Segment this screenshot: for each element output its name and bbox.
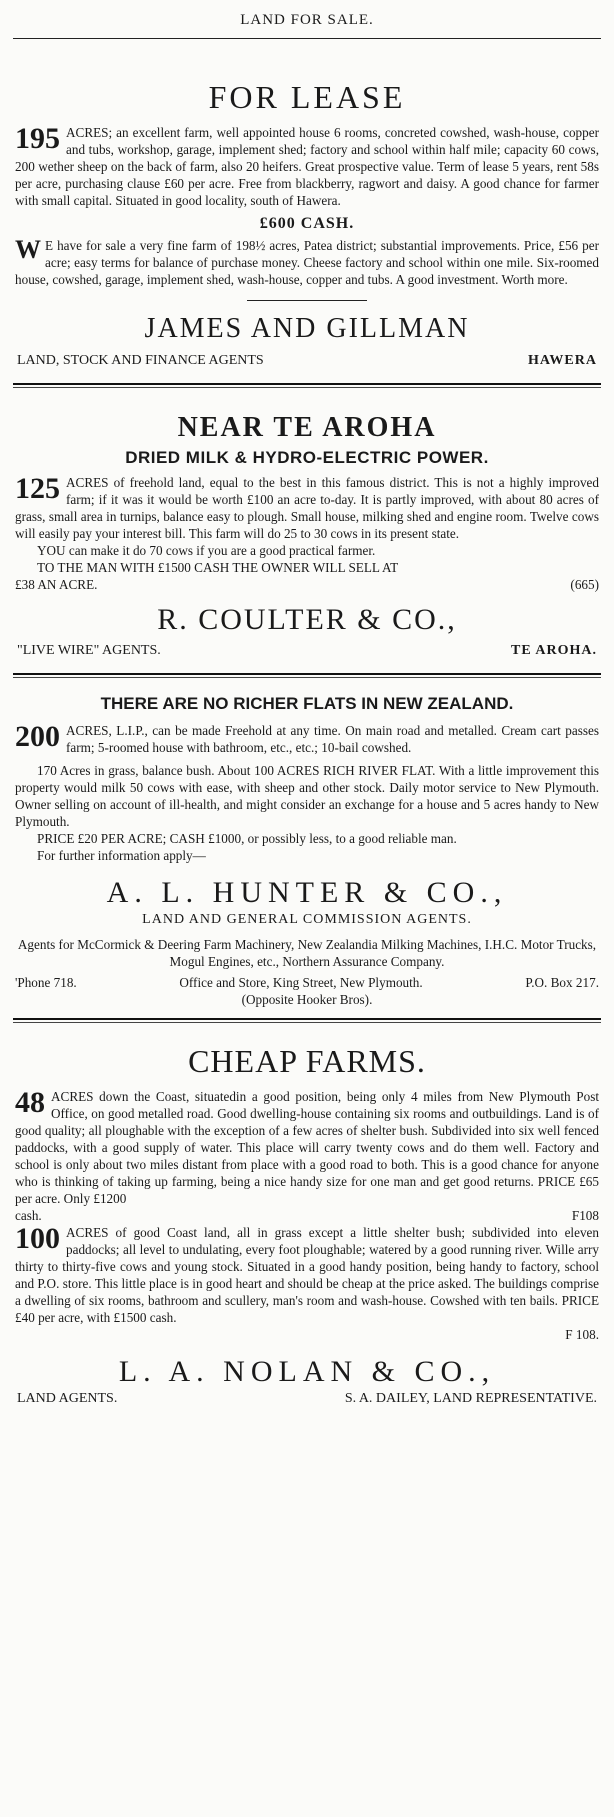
agent-coulter: R. COULTER & CO.,: [157, 603, 457, 636]
lease-ad1: [15, 124, 599, 209]
cheap-text1-block: [15, 1088, 599, 1207]
flats-text-block: [15, 722, 599, 756]
section-rule-3: [13, 1018, 601, 1023]
lease-ad1-number: 195: [15, 122, 60, 155]
lease-ad2-text: E have for sale a very fine farm of 198½ acres, Patea district; substantial improvements. Price, £56 per acre; easy terms for balance of purchase money. Cheese factory and school within one mile. Six-roomed house, cowshed, garage, implement shed, wash-house, copper and tubs. A good investment. Worth more.: [15, 238, 599, 287]
cheap-ref1-row: [15, 1207, 599, 1224]
aroha-price-row: [15, 576, 599, 593]
opposite: (Opposite Hooker Bros).: [241, 992, 373, 1007]
cheap-cash: cash.: [15, 1208, 42, 1223]
lease-ad2-dropcap: W: [15, 235, 41, 264]
agent-line-1: [17, 353, 597, 369]
aroha-price: £38 AN ACRE.: [15, 577, 98, 592]
aroha-text: ACRES of freehold land, equal to the best in this famous district. This is not a highly improved farm; if it was it would be worth £100 an acre to-day. It is partly improved, with about 80 acres of grass, small area in turnips, balance easy to plough. Small house, milking shed and engine room. Twelve cows will easily pay your interest bill. This farm will do 25 to 30 cows in its present state.: [15, 475, 599, 541]
cheap-ref2-row: [15, 1326, 599, 1343]
po-box: P.O. Box 217.: [525, 975, 599, 990]
cheap-number2: 100: [15, 1222, 60, 1255]
agent-line-4: [17, 1391, 597, 1407]
cheap-ad: [11, 1043, 603, 1407]
cheap-title: CHEAP FARMS.: [188, 1043, 426, 1079]
agent-hunter: A. L. HUNTER & CO.,: [106, 876, 508, 909]
section-rule-1: [13, 383, 601, 388]
cheap-text1: ACRES down the Coast, situatedin a good position, being only 4 miles from New Plymouth Post Office, on good metalled road. Good dwelling-house containing six rooms and outbuildings. Land is of good quality; all ploughable with the exception of a few acres of shelter bush. Subdivided into six well fenced paddocks, with a good supply of water. This place will carry twenty cows and do them well. Factory and school is only about two miles distant from place with a good road to both. This is a good chance for anyone who is thinking of taking up farming, being a nice handy size for one man and get good returns. PRICE £65 per acre. Only £1200: [15, 1089, 599, 1206]
aroha-ad: [11, 412, 603, 659]
aroha-subtitle: DRIED MILK & HYDRO-ELECTRIC POWER.: [125, 448, 489, 467]
agent-nolan: L. A. NOLAN & CO.,: [118, 1355, 496, 1388]
cheap-ref1: F108: [571, 1208, 599, 1223]
header-rule: [13, 38, 601, 39]
contact-row: [15, 974, 599, 991]
newspaper-page: [7, 0, 607, 1407]
agent-desc-3: LAND AND GENERAL COMMISSION AGENTS.: [142, 912, 472, 927]
flats-number: 200: [15, 720, 60, 753]
flats-ad: [11, 694, 603, 1008]
aroha-ref: (665): [570, 577, 599, 592]
aroha-line3: TO THE MAN WITH £1500 CASH THE OWNER WILL SELL AT: [37, 560, 399, 575]
page-header: LAND FOR SALE.: [240, 12, 374, 28]
lease-title: FOR LEASE: [208, 79, 406, 115]
aroha-text-block: [15, 474, 599, 542]
cheap-text2-block: [15, 1224, 599, 1326]
agent-location-2: TE AROHA.: [510, 643, 597, 658]
agent-location-1: HAWERA: [527, 353, 597, 368]
agent-desc-1: LAND, STOCK AND FINANCE AGENTS: [17, 353, 264, 368]
flats-p3: PRICE £20 PER ACRE; CASH £1000, or possibly less, to a good reliable man.: [37, 831, 457, 846]
flats-p4: For further information apply—: [37, 848, 206, 863]
agent-line-2: [17, 643, 597, 659]
cheap-number1: 48: [15, 1086, 45, 1119]
aroha-title: NEAR TE AROHA: [177, 412, 437, 443]
agent-desc-4: LAND AGENTS.: [17, 1391, 118, 1406]
flats-p2: 170 Acres in grass, balance bush. About 100 ACRES RICH RIVER FLAT. With a little improvement this property would milk 50 cows with ease, with sheep and other stock. Daily motor service to New Plymouth. Owner selling on account of ill-health, and might consider an exchange for a house and 5 acres handy to New Plymouth.: [15, 763, 599, 829]
aroha-number: 125: [15, 472, 60, 505]
cheap-text2: ACRES of good Coast land, all in grass except a little shelter bush; subdivided into eleven paddocks; all level to undulating, every foot ploughable; watered by a good running river. Wille arry thirty to thirty-five cows and young stock. Situated in a good handy position, being handy to factory, school and P.O. store. This little place is in good heart and should be cheap at the price asked. The buildings comprise a dwelling of six rooms, bathroom and scullery, man's room and wash-house. Cowshed with ten bails. PRICE £40 per acre, with £1500 cash.: [15, 1225, 599, 1325]
lease-ad: [11, 79, 603, 369]
short-rule: [247, 300, 367, 301]
office: Office and Store, King Street, New Plymouth.: [179, 975, 423, 990]
cheap-ref2: F 108.: [565, 1327, 599, 1342]
section-rule-2: [13, 673, 601, 678]
lease-ad2: [15, 237, 599, 288]
agent-rep: S. A. DAILEY, LAND REPRESENTATIVE.: [344, 1391, 597, 1406]
phone: 'Phone 718.: [15, 975, 77, 990]
agent-desc-2: "LIVE WIRE" AGENTS.: [17, 643, 161, 658]
cash-title: £600 CASH.: [259, 215, 355, 232]
agents-for: Agents for McCormick & Deering Farm Machinery, New Zealandia Milking Machines, I.H.C. Motor Trucks, Mogul Engines, etc., Northern Assurance Company.: [17, 937, 597, 969]
aroha-line2: YOU can make it do 70 cows if you are a good practical farmer.: [37, 543, 376, 558]
agent-james-gillman: JAMES AND GILLMAN: [144, 313, 470, 344]
flats-text: ACRES, L.I.P., can be made Freehold at any time. On main road and metalled. Cream cart passes farm; 5-roomed house with bathroom, etc., etc.; 10-bail cowshed.: [66, 723, 599, 755]
flats-title: THERE ARE NO RICHER FLATS IN NEW ZEALAND.: [100, 694, 514, 713]
lease-ad1-text: ACRES; an excellent farm, well appointed house 6 rooms, concreted cowshed, wash-house, copper and tubs, workshop, garage, implement shed; factory and school within half mile; capacity 60 cows, 200 wether sheep on the back of farm, also 20 heifers. Great prospective value. Term of lease 5 years, rent 58s per acre, purchasing clause £60 per acre. Free from blackberry, ragwort and daisy. A good chance for farmer with small capital. Situated in good locality, south of Hawera.: [15, 125, 599, 208]
